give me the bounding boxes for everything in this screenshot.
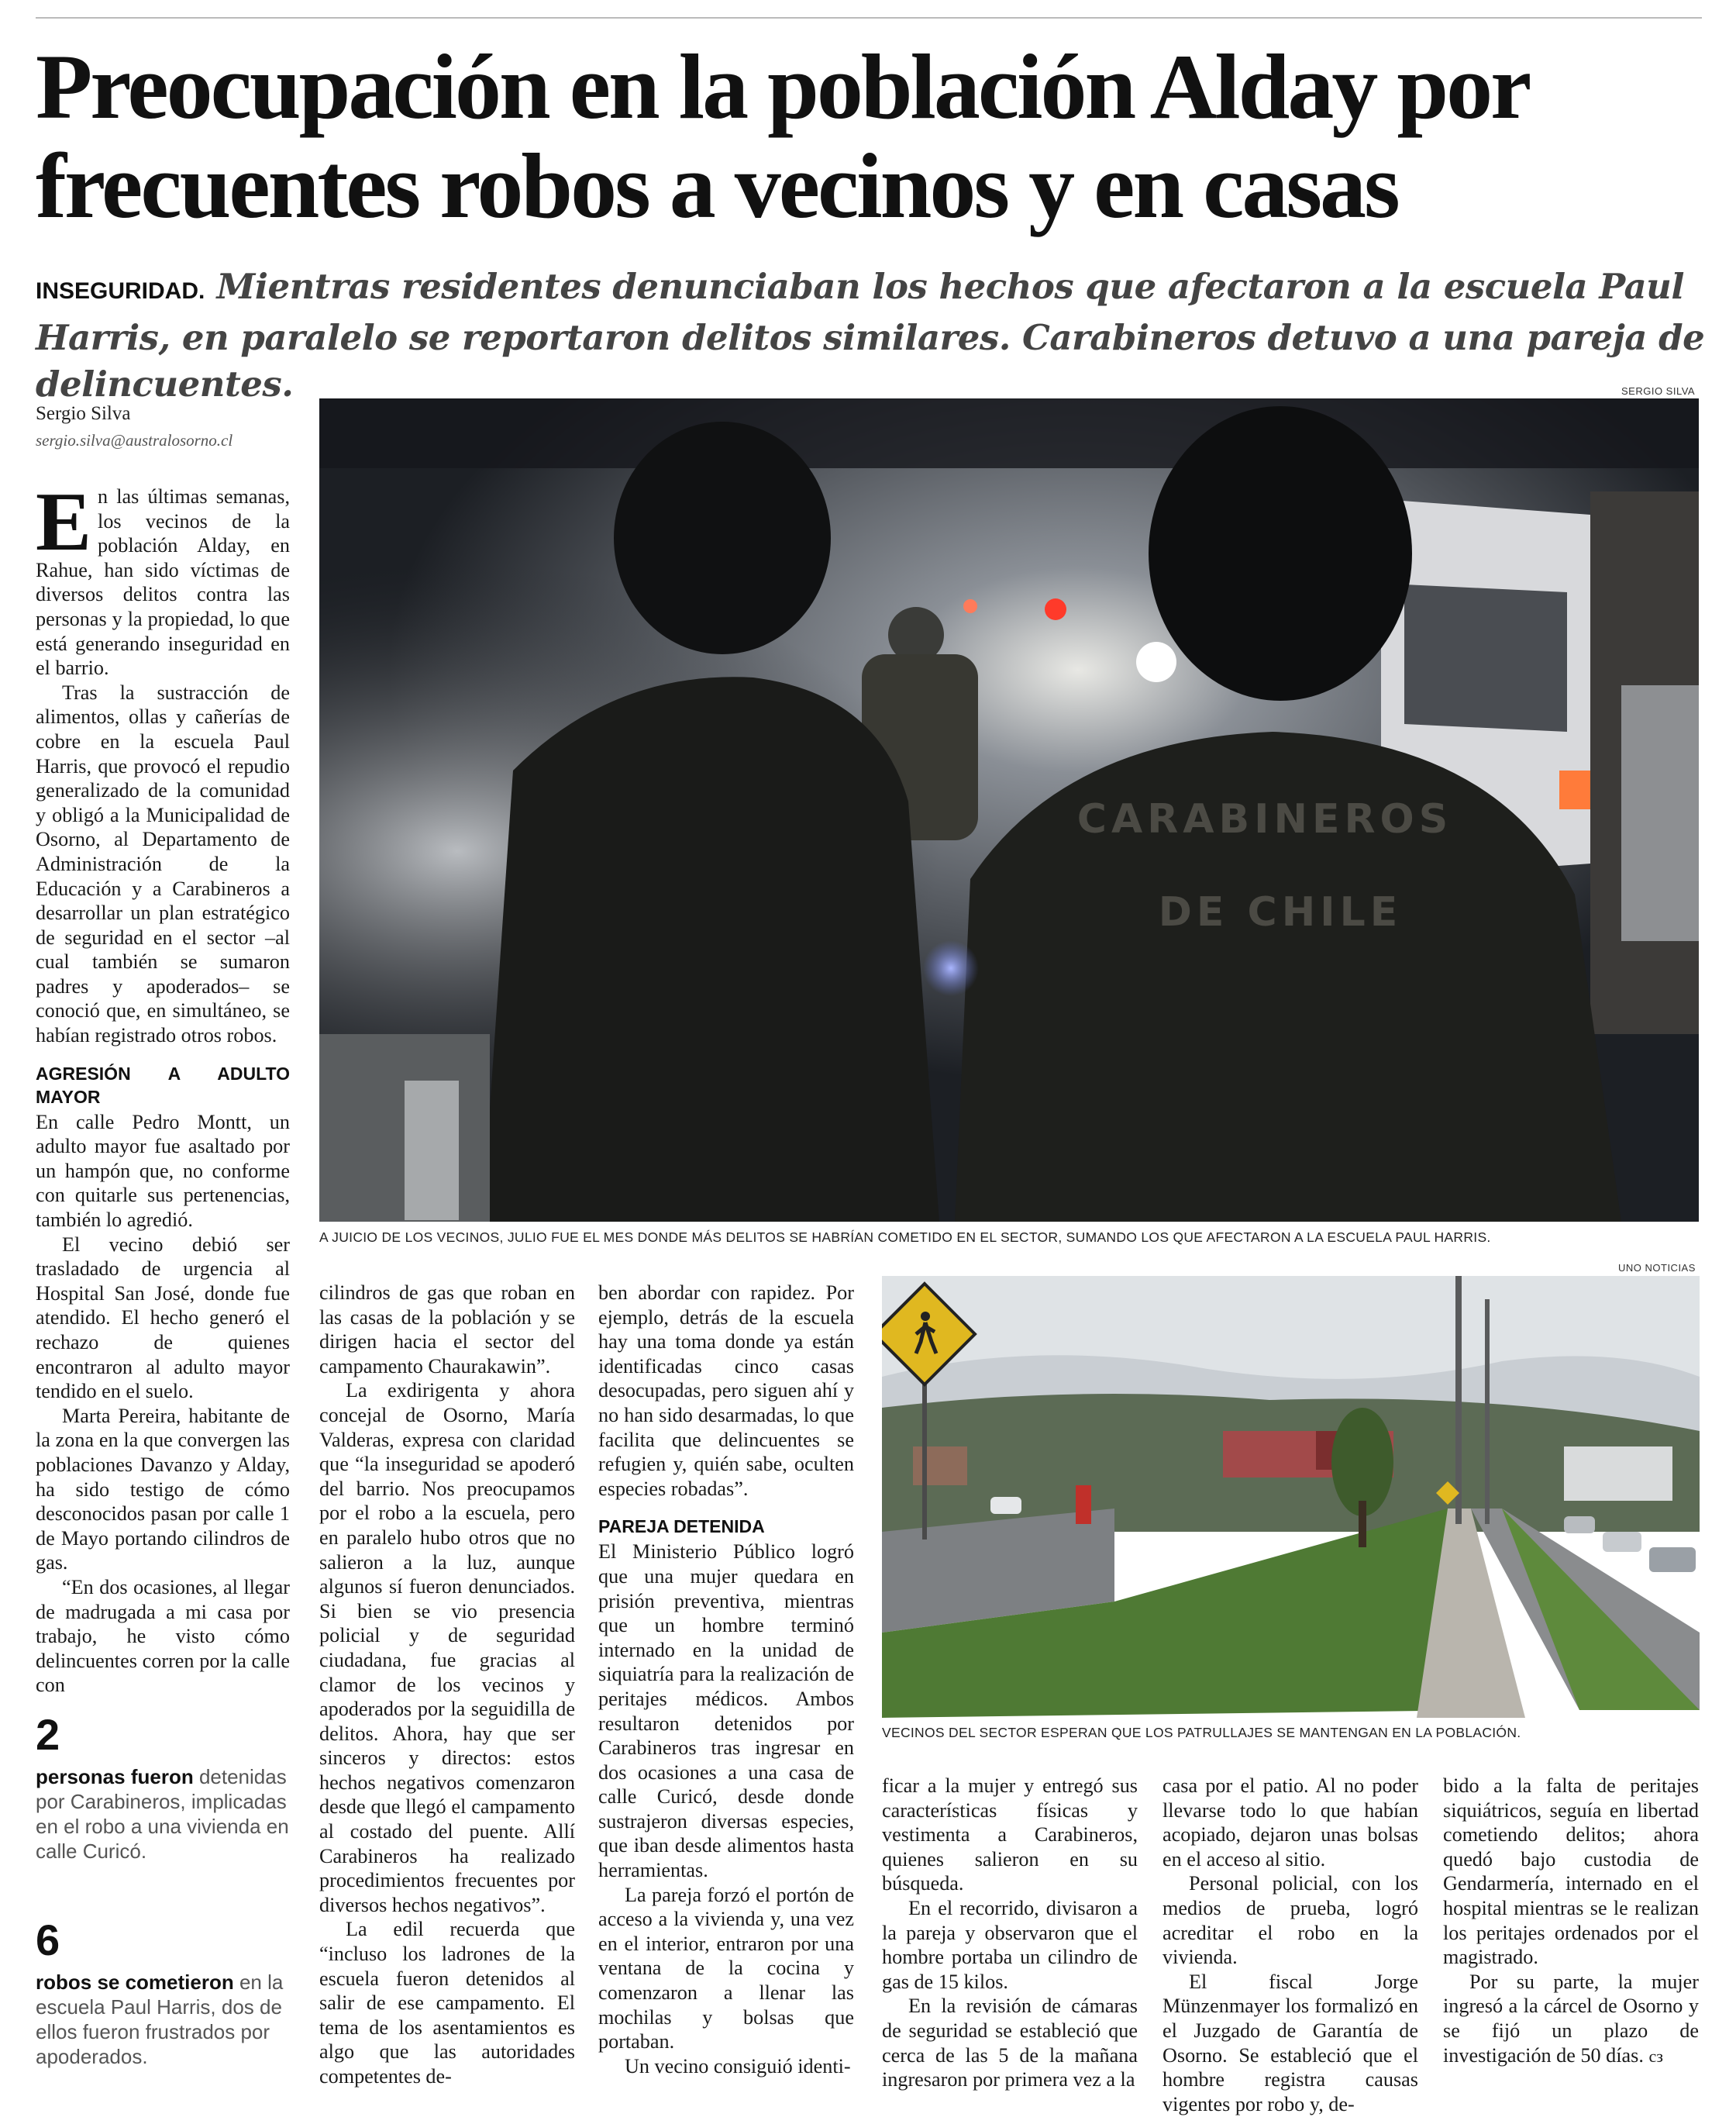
paragraph: Marta Pereira, habitante de la zona en la que convergen las poblaciones Davanzo y Alday, ha sido testigo de cómo desconocidos pasan por calle 1 de Mayo portando cilindros de gas.: [36, 1404, 290, 1574]
stat-text: en la escuela Paul Harris, dos de ellos fueron frustrados por apoderados.: [36, 1971, 284, 2068]
photo-caption: VECINOS DEL SECTOR ESPERAN QUE LOS PATRULLAJES SE MANTENGAN EN LA POBLACIÓN.: [882, 1725, 1521, 1740]
end-mark: cз: [1648, 2046, 1663, 2066]
column-6: [1443, 1774, 1699, 2068]
paragraph: “En dos ocasiones, al llegar de madrugada a mi casa por trabajo, he visto cómo delincuentes corren por la calle con: [36, 1575, 290, 1697]
subhead-pareja: PAREJA DETENIDA: [598, 1516, 765, 1537]
paragraph: En el recorrido, divisaron a la pareja y observaron que el hombre portaba un cilindro de gas de 15 kilos.: [882, 1896, 1138, 1993]
deck: [36, 264, 1710, 408]
drop-cap: E: [36, 476, 92, 568]
stat-lead: robos se cometieron: [36, 1971, 234, 1994]
column-4: [882, 1774, 1138, 2092]
paragraph: casa por el patio. Al no poder llevarse todo lo que habían acopiado, dejaron unas bolsas en el acceso al sitio.: [1162, 1774, 1418, 1871]
column-5: [1162, 1774, 1418, 2116]
vest-lettering: CARABINEROS: [1076, 796, 1453, 843]
stat-box-detained: [36, 1709, 299, 1864]
column-1: [36, 476, 290, 1698]
paragraph: Tras la sustracción de alimentos, ollas y cañerías de cobre en la escuela Paul Harris, que provocó el repudio generalizado de la comunidad y obligó a la Municipalidad de Osorno, al Departamento de Administración de la Educación y a Carabineros a desarrollar un plan estratégico de seguridad en el sector –al cual también se sumaron padres y apoderados– se conoció que, en simultáneo, se habían registrado otros robos.: [36, 681, 290, 1047]
paragraph: ficar a la mujer y entregó sus características físicas y vestimenta a Carabineros, quienes salieron en su búsqueda.: [882, 1774, 1138, 1895]
column-3: [598, 1281, 854, 2078]
paragraph: La pareja forzó el portón de acceso a la vivienda y, una vez en el interior, entraron por una ventana de la cocina y comenzaron a llenar las mochilas y bolsas que portaban.: [598, 1883, 854, 2053]
top-rule: [36, 17, 1702, 19]
photo-street-day: [882, 1276, 1700, 1718]
stat-number: 2: [36, 1710, 60, 1759]
paragraph: La edil recuerda que “incluso los ladrones de la escuela fueron detenidos al salir de ese campamento. El tema de los asentamientos es algo que las autoridades competentes de-: [319, 1918, 575, 2088]
subhead-agresion: AGRESIÓN A ADULTO MAYOR: [36, 1063, 290, 1107]
byline: Sergio Silva: [36, 403, 131, 424]
paragraph: El fiscal Jorge Münzenmayer los formalizó en el Juzgado de Garantía de Osorno. Se estableció que el hombre registra causas vigentes por robo y, de-: [1162, 1970, 1418, 2115]
stat-box-robberies: [36, 1915, 299, 2069]
deck-kicker: INSEGURIDAD.: [36, 278, 205, 304]
paragraph: El Ministerio Público logró que una mujer quedara en prisión preventiva, mientras que un hombre terminó internado en la unidad de siquiatría para la realización de peritajes médicos. Ambos resultaron detenidos por Carabineros tras ingresar en dos ocasiones a una casa de calle Curicó, desde donde sustrajeron diversas especies, que iban desde alimentos hasta herramientas.: [598, 1540, 854, 1882]
vest-lettering: DE CHILE: [1158, 889, 1403, 936]
paragraph: bido a la falta de peritajes siquiátricos, seguía en libertad cometiendo delitos; ahora quedó bajo custodia de Gendarmería, internado en el hospital mientras se le realizan los peritajes ordenados por el magistrado.: [1443, 1774, 1699, 1969]
photo-credit: UNO NOTICIAS: [1618, 1262, 1696, 1274]
paragraph: En calle Pedro Montt, un adulto mayor fue asaltado por un hampón que, no conforme con quitarle sus pertenencias, también lo agredió.: [36, 1110, 290, 1232]
stat-lead: personas fueron: [36, 1765, 194, 1788]
author-email: sergio.silva@australosorno.cl: [36, 431, 233, 450]
stat-text: detenidas por Carabineros, implicadas en el robo a una vivienda en calle Curicó.: [36, 1765, 289, 1863]
paragraph: ben abordar con rapidez. Por ejemplo, detrás de la escuela hay una toma donde ya están identificadas cinco casas desocupadas, pero siguen ahí y no han sido desarmadas, lo que facilita que delincuentes se refugien y, quién sabe, oculten especies robadas”.: [598, 1281, 854, 1500]
headline: Preocupación en la población Alday por frecuentes robos a vecinos y en casas: [36, 35, 1528, 237]
paragraph: En las últimas semanas, los vecinos de la población Alday, en Rahue, han sido víctimas de diversos delitos contra las personas y la propiedad, lo que está generando inseguridad en el barrio.: [36, 476, 290, 680]
photo-police-night: [319, 398, 1699, 1222]
paragraph: En la revisión de cámaras de seguridad se estableció que cerca de las 5 de la mañana ingresaron por primera vez a la: [882, 1995, 1138, 2091]
paragraph: Personal policial, con los medios de prueba, logró acreditar el robo en la vivienda.: [1162, 1872, 1418, 1969]
paragraph: El vecino debió ser trasladado de urgencia al Hospital San José, donde fue atendido. El hecho generó el rechazo de quienes encontraron al adulto mayor tendido en el suelo.: [36, 1233, 290, 1403]
paragraph: Por su parte, la mujer ingresó a la cárcel de Osorno y se fijó un plazo de investigación de 50 días. cз: [1443, 1970, 1699, 2067]
paragraph: cilindros de gas que roban en las casas de la población y se dirigen hacia el sector del campamento Chaurakawin”.: [319, 1281, 575, 1377]
paragraph: La exdirigenta y ahora concejal de Osorno, María Valderas, expresa con claridad que “la inseguridad se apoderó del barrio. Nos preocupamos por el robo a la escuela, pero en paralelo hubo otros que no salieron a la luz, aunque algunos sí fueron denunciados. Si bien se vio presencia policial y de seguridad ciudadana, fue gracias al clamor de los vecinos y apoderados por la seguidilla de delitos. Ahora, hay que ser sinceros y directos: estos hechos negativos comenzaron desde que llegó el campamento al costado del puente. Allí Carabineros ha realizado procedimientos frecuentes por diversos hechos negativos”.: [319, 1379, 575, 1916]
stat-number: 6: [36, 1915, 60, 1964]
deck-text: Mientras residentes denunciaban los hechos que afectaron a la escuela Paul Harris, en paralelo se reportaron delitos similares. Carabineros detuvo a una pareja de delincuentes.: [36, 266, 1705, 405]
column-2: [319, 1281, 575, 2089]
paragraph: Un vecino consiguió identi-: [625, 2054, 851, 2077]
photo-caption: A JUICIO DE LOS VECINOS, JULIO FUE EL MES DONDE MÁS DELITOS SE HABRÍAN COMETIDO EN EL SECTOR, SUMANDO LOS QUE AFECTARON A LA ESCUELA PAUL HARRIS.: [319, 1229, 1491, 1245]
photo-credit: SERGIO SILVA: [1621, 385, 1696, 397]
